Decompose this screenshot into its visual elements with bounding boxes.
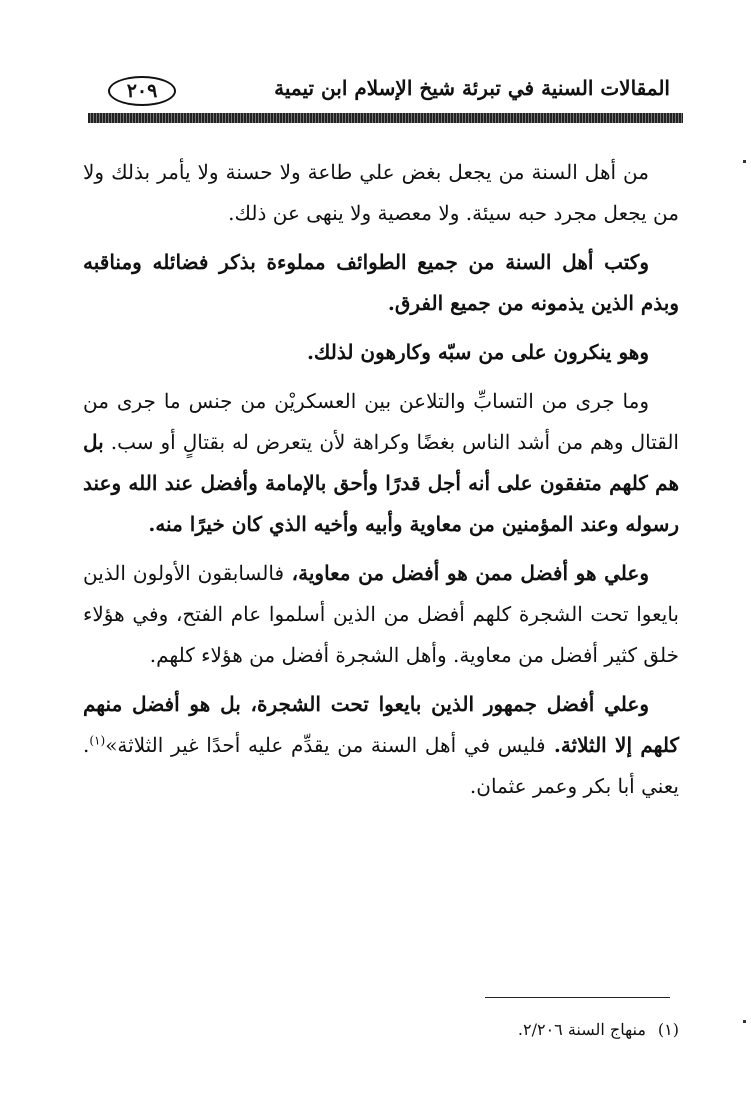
paragraph bbox=[83, 242, 679, 324]
footnote-marker: (١) bbox=[657, 1020, 679, 1039]
margin-mark bbox=[743, 1020, 746, 1023]
paragraph-text: فليس في أهل السنة من يقدِّم عليه أحدًا غير الثلاثة» bbox=[105, 733, 546, 757]
paragraph-text: وعلي هو أفضل ممن هو أفضل من معاوية، bbox=[284, 561, 650, 585]
paragraph bbox=[83, 553, 679, 676]
paragraph-text: من أهل السنة من يجعل بغض علي طاعة ولا حسنة ولا يأمر بذلك ولا من يجعل مجرد حبه سيئة. ولا معصية ولا ينهى عن ذلك. bbox=[83, 160, 679, 225]
paragraph-text: فالسابقون الأولون الذين بايعوا تحت الشجرة كلهم أفضل من الذين أسلموا عام الفتح، وفي هؤلاء خلق كثير أفضل من معاوية. وأهل الشجرة أفضل من هؤلاء كلهم. bbox=[83, 561, 679, 667]
footnote-reference: (١) bbox=[89, 733, 106, 748]
margin-mark bbox=[743, 160, 746, 163]
paragraph-text: وعلي أفضل جمهور الذين بايعوا تحت الشجرة، بل هو أفضل منهم كلهم إلا الثلاثة. bbox=[83, 692, 679, 757]
footnote-divider bbox=[485, 997, 670, 998]
paragraph-text: وهو ينكرون على من سبّه وكارهون لذلك. bbox=[306, 340, 649, 364]
paragraph bbox=[83, 381, 679, 545]
book-title: المقالات السنية في تبرئة شيخ الإسلام ابن تيمية bbox=[274, 76, 670, 100]
footnote-text: منهاج السنة ٢/٢٠٦. bbox=[517, 1020, 646, 1039]
paragraph bbox=[83, 684, 679, 807]
paragraph bbox=[83, 332, 679, 373]
paragraph bbox=[83, 152, 679, 234]
page-number: ٢٠٩ bbox=[108, 76, 176, 106]
main-text bbox=[83, 152, 679, 815]
paragraph-text: بل هم كلهم متفقون على أنه أجل قدرًا وأحق بالإمامة وأفضل عند الله وعند رسوله وعند المؤمنين من معاوية وأبيه وأخيه الذي كان خيرًا منه. bbox=[83, 430, 679, 536]
paragraph-text: وكتب أهل السنة من جميع الطوائف مملوءة بذكر فضائله ومناقبه وبذم الذين يذمونه من جميع الفرق. bbox=[83, 250, 679, 315]
footnote bbox=[518, 1020, 679, 1039]
paragraph-text: . يعني أبا بكر وعمر عثمان. bbox=[83, 733, 679, 798]
header-divider bbox=[88, 113, 683, 123]
page-header bbox=[86, 70, 670, 110]
paragraph-text: وما جرى من التسابِّ والتلاعن بين العسكريْن من جنس ما جرى من القتال وهم من أشد الناس بغضًا وكراهة لأن يتعرض له بقتالٍ أو سب. bbox=[83, 389, 679, 454]
